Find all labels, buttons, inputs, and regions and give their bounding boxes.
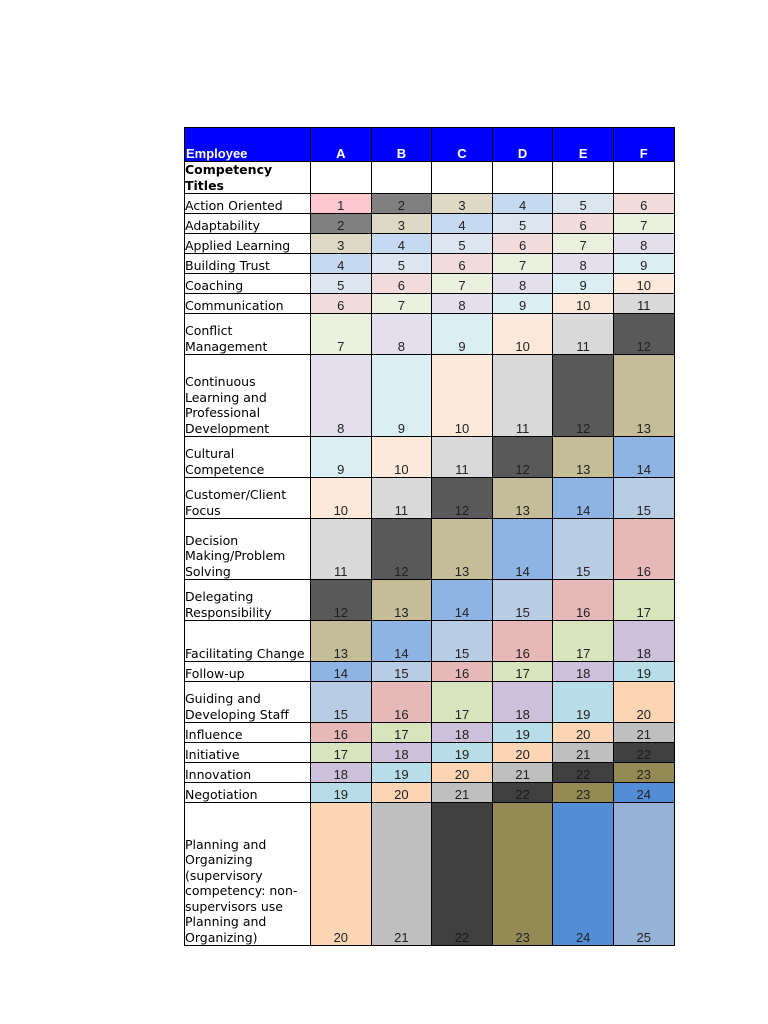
score-cell: 21 xyxy=(553,743,614,763)
score-cell: 21 xyxy=(492,763,553,783)
table-row xyxy=(185,662,675,682)
table-row xyxy=(185,621,675,662)
score-cell: 18 xyxy=(613,621,674,662)
score-cell: 16 xyxy=(432,662,493,682)
competency-title: Decision Making/Problem Solving xyxy=(185,519,311,580)
score-cell: 12 xyxy=(492,437,553,478)
competency-title: Building Trust xyxy=(185,254,311,274)
score-cell: 20 xyxy=(492,743,553,763)
score-cell: 16 xyxy=(553,580,614,621)
score-cell: 12 xyxy=(432,478,493,519)
score-cell: 9 xyxy=(371,355,432,437)
competency-title: Adaptability xyxy=(185,214,311,234)
empty-cell xyxy=(492,162,553,194)
score-cell: 19 xyxy=(371,763,432,783)
score-cell: 12 xyxy=(613,314,674,355)
score-cell: 19 xyxy=(311,783,372,803)
score-cell: 6 xyxy=(311,294,372,314)
score-cell: 9 xyxy=(311,437,372,478)
score-cell: 14 xyxy=(492,519,553,580)
score-cell: 17 xyxy=(613,580,674,621)
table-row xyxy=(185,234,675,254)
competency-title: Negotiation xyxy=(185,783,311,803)
score-cell: 13 xyxy=(492,478,553,519)
score-cell: 2 xyxy=(311,214,372,234)
table-row xyxy=(185,254,675,274)
score-cell: 17 xyxy=(432,682,493,723)
table-row xyxy=(185,803,675,946)
score-cell: 7 xyxy=(613,214,674,234)
score-cell: 13 xyxy=(553,437,614,478)
column-header-c: C xyxy=(432,128,493,162)
competency-title: Initiative xyxy=(185,743,311,763)
table-row xyxy=(185,682,675,723)
score-cell: 7 xyxy=(311,314,372,355)
score-cell: 10 xyxy=(553,294,614,314)
score-cell: 23 xyxy=(553,783,614,803)
score-cell: 18 xyxy=(492,682,553,723)
score-cell: 5 xyxy=(553,194,614,214)
score-cell: 14 xyxy=(311,662,372,682)
score-cell: 3 xyxy=(432,194,493,214)
score-cell: 8 xyxy=(371,314,432,355)
empty-cell xyxy=(432,162,493,194)
empty-cell xyxy=(553,162,614,194)
table-row xyxy=(185,783,675,803)
score-cell: 11 xyxy=(311,519,372,580)
score-cell: 7 xyxy=(553,234,614,254)
score-cell: 10 xyxy=(432,355,493,437)
score-cell: 8 xyxy=(613,234,674,254)
empty-cell xyxy=(613,162,674,194)
score-cell: 20 xyxy=(371,783,432,803)
score-cell: 4 xyxy=(371,234,432,254)
score-cell: 6 xyxy=(371,274,432,294)
score-cell: 22 xyxy=(613,743,674,763)
table-row xyxy=(185,763,675,783)
score-cell: 7 xyxy=(432,274,493,294)
score-cell: 14 xyxy=(371,621,432,662)
score-cell: 10 xyxy=(371,437,432,478)
score-cell: 13 xyxy=(311,621,372,662)
score-cell: 5 xyxy=(371,254,432,274)
score-cell: 17 xyxy=(311,743,372,763)
score-cell: 8 xyxy=(553,254,614,274)
score-cell: 13 xyxy=(432,519,493,580)
score-cell: 16 xyxy=(371,682,432,723)
score-cell: 14 xyxy=(613,437,674,478)
grid-body xyxy=(185,162,675,946)
competency-title: Cultural Competence xyxy=(185,437,311,478)
score-cell: 7 xyxy=(371,294,432,314)
score-cell: 18 xyxy=(371,743,432,763)
competency-title: Continuous Learning and Professional Development xyxy=(185,355,311,437)
table-row xyxy=(185,478,675,519)
score-cell: 2 xyxy=(371,194,432,214)
table-row xyxy=(185,314,675,355)
competency-title: Follow-up xyxy=(185,662,311,682)
competency-title: Coaching xyxy=(185,274,311,294)
score-cell: 25 xyxy=(613,803,674,946)
score-cell: 13 xyxy=(613,355,674,437)
score-cell: 6 xyxy=(432,254,493,274)
score-cell: 9 xyxy=(553,274,614,294)
competency-title: Guiding and Developing Staff xyxy=(185,682,311,723)
score-cell: 24 xyxy=(613,783,674,803)
table-row xyxy=(185,723,675,743)
table-row xyxy=(185,194,675,214)
score-cell: 19 xyxy=(432,743,493,763)
score-cell: 10 xyxy=(492,314,553,355)
table-row xyxy=(185,355,675,437)
competency-title: Innovation xyxy=(185,763,311,783)
subheader-row xyxy=(185,162,675,194)
score-cell: 22 xyxy=(492,783,553,803)
table-row xyxy=(185,274,675,294)
score-cell: 6 xyxy=(553,214,614,234)
score-cell: 8 xyxy=(311,355,372,437)
competency-title: Planning and Organizing (supervisory competency: non-supervisors use Planning and Organizing) xyxy=(185,803,311,946)
score-cell: 9 xyxy=(613,254,674,274)
score-cell: 11 xyxy=(432,437,493,478)
employee-header: Employee xyxy=(185,128,311,162)
table-row xyxy=(185,294,675,314)
competency-title: Facilitating Change xyxy=(185,621,311,662)
score-cell: 19 xyxy=(553,682,614,723)
competency-title: Customer/Client Focus xyxy=(185,478,311,519)
empty-cell xyxy=(371,162,432,194)
score-cell: 18 xyxy=(553,662,614,682)
column-header-e: E xyxy=(553,128,614,162)
competency-title: Action Oriented xyxy=(185,194,311,214)
empty-cell xyxy=(311,162,372,194)
score-cell: 14 xyxy=(553,478,614,519)
score-cell: 12 xyxy=(371,519,432,580)
score-cell: 17 xyxy=(553,621,614,662)
score-cell: 15 xyxy=(371,662,432,682)
score-cell: 3 xyxy=(371,214,432,234)
score-cell: 18 xyxy=(432,723,493,743)
score-cell: 21 xyxy=(613,723,674,743)
competency-title: Conflict Management xyxy=(185,314,311,355)
score-cell: 11 xyxy=(371,478,432,519)
score-cell: 11 xyxy=(613,294,674,314)
competency-titles-label: Competency Titles xyxy=(185,162,311,194)
score-cell: 4 xyxy=(311,254,372,274)
column-header-d: D xyxy=(492,128,553,162)
score-cell: 23 xyxy=(613,763,674,783)
score-cell: 16 xyxy=(311,723,372,743)
table-row xyxy=(185,437,675,478)
score-cell: 15 xyxy=(311,682,372,723)
score-cell: 11 xyxy=(553,314,614,355)
competency-title: Applied Learning xyxy=(185,234,311,254)
score-cell: 18 xyxy=(311,763,372,783)
score-cell: 14 xyxy=(432,580,493,621)
competency-grid xyxy=(184,127,675,946)
score-cell: 16 xyxy=(613,519,674,580)
score-cell: 9 xyxy=(432,314,493,355)
score-cell: 1 xyxy=(311,194,372,214)
score-cell: 15 xyxy=(432,621,493,662)
score-cell: 6 xyxy=(613,194,674,214)
score-cell: 20 xyxy=(613,682,674,723)
score-cell: 15 xyxy=(492,580,553,621)
score-cell: 12 xyxy=(311,580,372,621)
table-row xyxy=(185,519,675,580)
score-cell: 24 xyxy=(553,803,614,946)
score-cell: 19 xyxy=(613,662,674,682)
table-row xyxy=(185,580,675,621)
score-cell: 6 xyxy=(492,234,553,254)
score-cell: 17 xyxy=(371,723,432,743)
score-cell: 22 xyxy=(553,763,614,783)
score-cell: 23 xyxy=(492,803,553,946)
score-cell: 8 xyxy=(432,294,493,314)
competency-title: Communication xyxy=(185,294,311,314)
score-cell: 5 xyxy=(311,274,372,294)
score-cell: 10 xyxy=(613,274,674,294)
score-cell: 21 xyxy=(432,783,493,803)
score-cell: 7 xyxy=(492,254,553,274)
competency-title: Delegating Responsibility xyxy=(185,580,311,621)
score-cell: 9 xyxy=(492,294,553,314)
score-cell: 22 xyxy=(432,803,493,946)
score-cell: 12 xyxy=(553,355,614,437)
table-row xyxy=(185,214,675,234)
competency-title: Influence xyxy=(185,723,311,743)
score-cell: 17 xyxy=(492,662,553,682)
score-cell: 20 xyxy=(311,803,372,946)
score-cell: 20 xyxy=(553,723,614,743)
table-row xyxy=(185,743,675,763)
score-cell: 5 xyxy=(492,214,553,234)
score-cell: 10 xyxy=(311,478,372,519)
column-header-b: B xyxy=(371,128,432,162)
score-cell: 13 xyxy=(371,580,432,621)
score-cell: 21 xyxy=(371,803,432,946)
score-cell: 11 xyxy=(492,355,553,437)
score-cell: 4 xyxy=(492,194,553,214)
header-row xyxy=(185,128,675,162)
score-cell: 15 xyxy=(613,478,674,519)
column-header-f: F xyxy=(613,128,674,162)
score-cell: 20 xyxy=(432,763,493,783)
score-cell: 5 xyxy=(432,234,493,254)
score-cell: 19 xyxy=(492,723,553,743)
score-cell: 4 xyxy=(432,214,493,234)
score-cell: 3 xyxy=(311,234,372,254)
score-cell: 15 xyxy=(553,519,614,580)
column-header-a: A xyxy=(311,128,372,162)
score-cell: 8 xyxy=(492,274,553,294)
score-cell: 16 xyxy=(492,621,553,662)
